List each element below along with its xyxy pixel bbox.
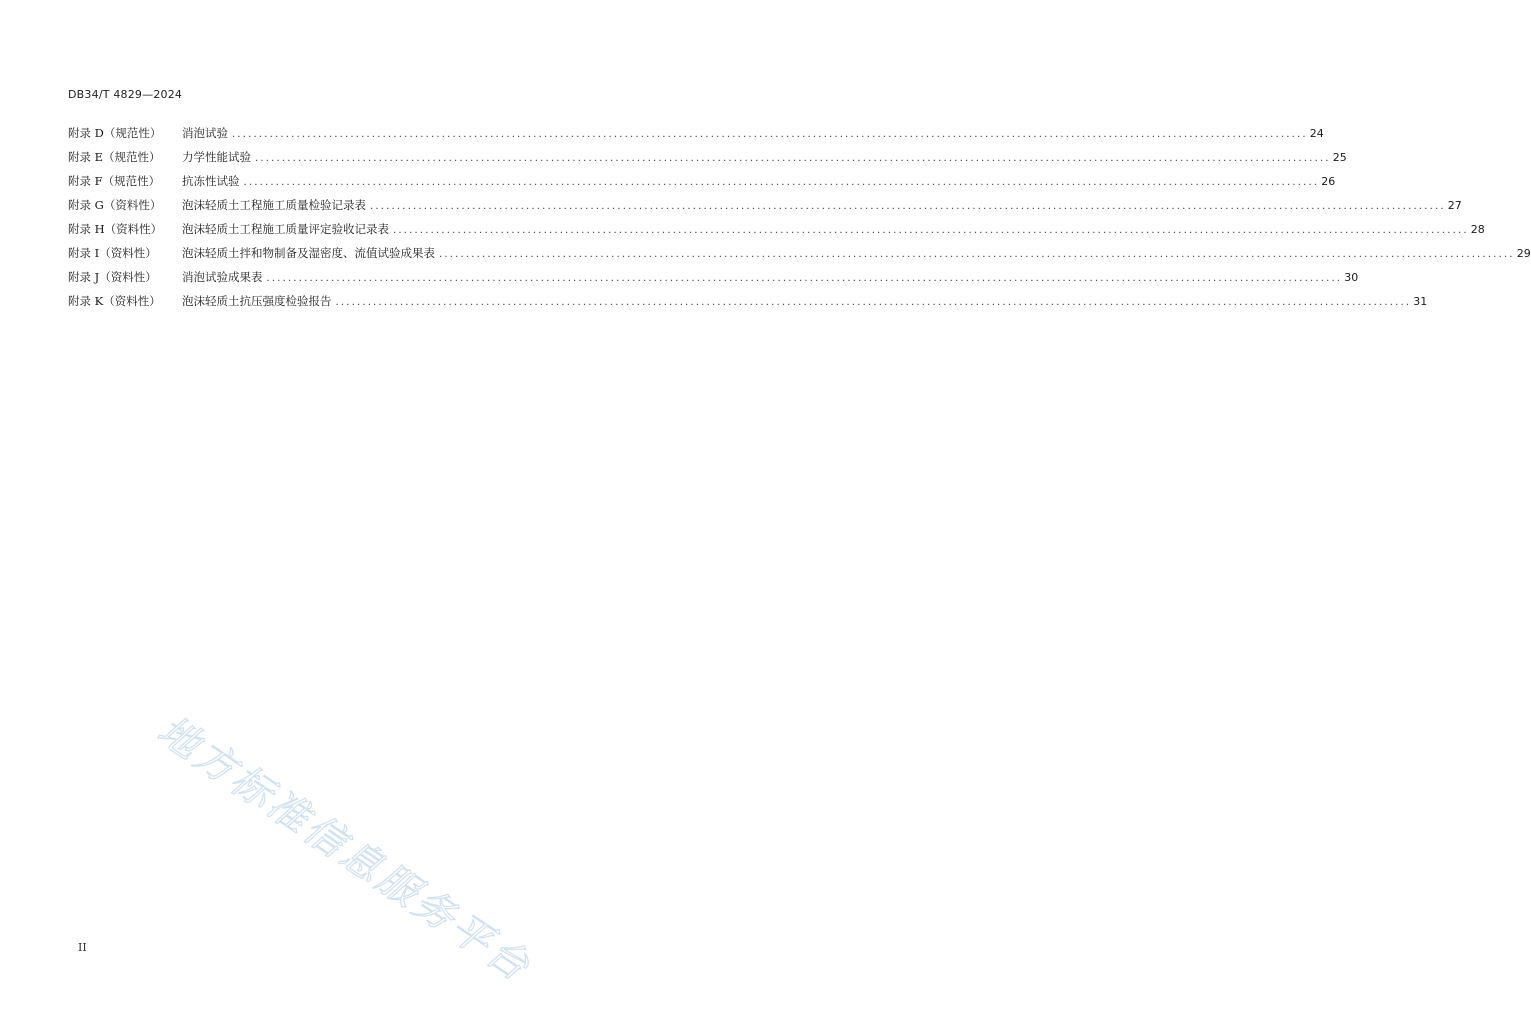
toc-page-number: 26 — [1321, 175, 1336, 188]
toc-entry-appendix-h[interactable] — [68, 220, 1485, 244]
toc-page-number: 25 — [1332, 151, 1347, 164]
toc-appendix-label: 附录 K（资料性） — [68, 294, 161, 308]
toc-entry-title: 抗冻性试验 — [182, 174, 240, 188]
toc-page-number: 28 — [1470, 223, 1485, 236]
toc-dot-leader: ........................................................................................................................................................................................................ — [255, 153, 1331, 164]
toc-page-number: 30 — [1344, 271, 1359, 284]
toc-entry-title: 力学性能试验 — [182, 150, 251, 164]
toc-entry-appendix-j[interactable] — [68, 268, 1359, 292]
toc-entry-appendix-d[interactable] — [68, 124, 1324, 148]
toc-dot-leader: ........................................................................................................................................................................................................ — [370, 201, 1446, 212]
toc-entry-title: 泡沫轻质土工程施工质量评定验收记录表 — [182, 222, 389, 236]
toc-dot-leader: ........................................................................................................................................................................................................ — [439, 249, 1515, 260]
document-id-header: DB34/T 4829—2024 — [68, 88, 183, 101]
toc-dot-leader: ........................................................................................................................................................................................................ — [232, 129, 1308, 140]
toc-dot-leader: ........................................................................................................................................................................................................ — [266, 273, 1343, 284]
page-number: II — [78, 941, 87, 954]
toc-entry-title: 消泡试验 — [182, 126, 228, 140]
toc-appendix-label: 附录 D（规范性） — [68, 126, 162, 140]
toc-entry-title: 泡沫轻质土工程施工质量检验记录表 — [182, 198, 366, 212]
toc-appendix-label: 附录 G（资料性） — [68, 198, 162, 212]
toc-appendix-label: 附录 F（规范性） — [68, 174, 161, 188]
table-of-contents — [68, 124, 1531, 316]
toc-entry-appendix-f[interactable] — [68, 172, 1336, 196]
toc-page-number: 24 — [1309, 127, 1324, 140]
toc-appendix-label: 附录 I（资料性） — [68, 246, 157, 260]
toc-page-number: 31 — [1413, 295, 1428, 308]
toc-page-number: 27 — [1447, 199, 1462, 212]
toc-entry-title: 泡沫轻质土抗压强度检验报告 — [182, 294, 332, 308]
toc-entry-appendix-k[interactable] — [68, 292, 1428, 316]
toc-entry-appendix-g[interactable] — [68, 196, 1462, 220]
toc-entry-title: 消泡试验成果表 — [182, 270, 263, 284]
toc-entry-title: 泡沫轻质土拌和物制备及湿密度、流值试验成果表 — [182, 246, 435, 260]
toc-dot-leader: ........................................................................................................................................................................................................ — [335, 297, 1412, 308]
toc-appendix-label: 附录 E（规范性） — [68, 150, 161, 164]
toc-dot-leader: ........................................................................................................................................................................................................ — [393, 225, 1469, 236]
toc-entry-appendix-e[interactable] — [68, 148, 1347, 172]
toc-dot-leader: ........................................................................................................................................................................................................ — [243, 177, 1320, 188]
watermark-text: 地方标准信息服务平台 — [149, 707, 540, 992]
toc-page-number: 29 — [1516, 247, 1531, 260]
toc-appendix-label: 附录 J（资料性） — [68, 270, 157, 284]
toc-appendix-label: 附录 H（资料性） — [68, 222, 163, 236]
toc-entry-appendix-i[interactable] — [68, 244, 1531, 268]
